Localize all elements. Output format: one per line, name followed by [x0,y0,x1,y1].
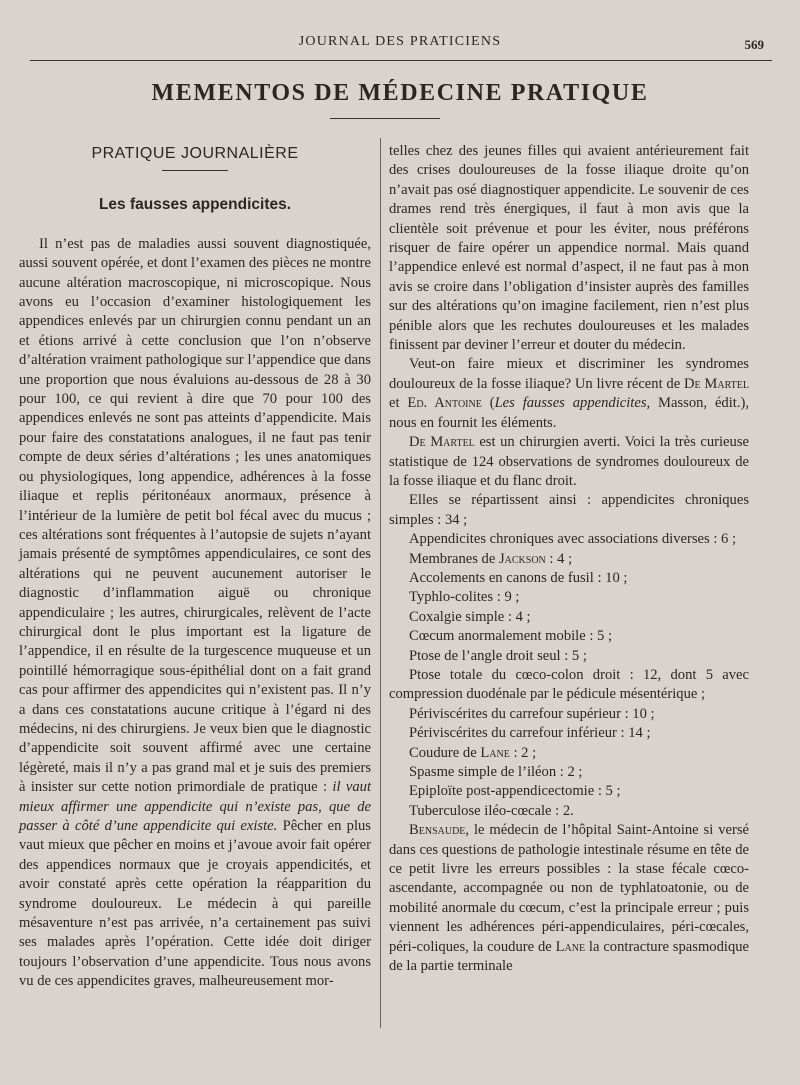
page-number: 569 [744,37,764,52]
section-title: MEMENTOS DE MÉDECINE PRATIQUE [151,80,649,106]
paragraph-text: Masson, édit.), nous en fournit les éléments. [389,395,749,431]
list-item: Spasme simple de l’iléon : 2 ; [409,764,583,780]
paragraph-text: , le médecin de l’hôpital Saint-Antoine si versé dans ces questions de pathologie intestinale résume en tête de ce petit livre les erreurs possibles : la stase fécale cœco-ascendante, accompagnée ou non de typhlatoatonie, ou de mobilité anormale du cœcum, c’est la principale erreur ; puis viennent les adhérences péri-appendiculaires, péri-cœcales, péri-coliques, la coudure de [389,822,749,955]
book-title: Les fausses appendicites, [494,395,651,412]
subsection-rule [162,170,228,171]
list-item: Accolements en canons de fusil : 10 ; [409,569,628,586]
paragraph-text: Il n’est pas de maladies aussi souvent diagnostiquée, aussi souvent opérée, et dont l’examen des pièces ne montre aucune altération macroscopique, ni microscopique. Nous avons eu l’occasion d’examiner histologiquement les appendices enlevés par un chirurgien connu pendant un an et étions arrivé à cette conclusion que l’on n’observe d’altération vraiment pathologique sur l’appendice que dans une proportion que nous évaluions au-dessous de 28 à 30 pour 100, ce qui revient à dire que 70 pour 100 des appendices enlevés ne sont pas atteints d’appendicite. Mais pour faire des constatations analogues, il ne faut pas tenir compte de deux séries d’altérations ; les unes anatomiques ou physiologiques, long appendice, adhérences à la fosse iliaque et replis péritonéaux anormaux, présence à l’intérieur de la lumière de petit bol fécal avec du mucus ; ces altérations sont fréquentes à l’autopsie de sujets n’ayant jamais présenté de symptômes appendiculaires, ce sont des altérations qui ne peuvent aucunement autoriser le diagnostic d’inflammation aiguë ou chronique appendiculaire ; les autres, chirurgicales, relèvent de l’acte chirurgical dont le plus important est la ligature de l’appendice, il en résulte de la turgescence muqueuse et un pointillé hémorragique sous-épithélial dont on a fait grand cas pour affirmer des appendicites qui n’existent pas. Il n’y a dans ces constatations aucune critique à l’égard ni des médecins, ni des chirurgiens. Je veux bien que le diagnostic d’appendicite soit souvent affirmé avec une certaine légèreté, mais il n’y a pas grand mal et je suis des premiers à insister sur cette notion primordiale de pratique : [19,235,371,796]
paragraph: Ptose totale du cœco-colon droit : 12, dont 5 avec compression duodénale par le pédicule mésentérique ; [389,666,749,703]
paragraph [389,355,749,433]
paragraph [389,821,749,976]
author-name: Lane [555,938,586,955]
paragraph-text: Pêcher en plus vaut mieux que pêcher en moins et j’avoue avoir fait opérer des appendices normaux que je croyais appendicités, et avoir constaté après cette opération la réapparition du syndrome douloureux. Le médecin à qui pareille mésaventure n’est pas arrivée, n’a certainement pas suivi ses malades après l’opération. Cette idée doit diriger toujours l’observation d’une appendicite. Tous nous avons vu de ces appendicites graves, malheureusement mor- [19,818,371,990]
paragraph: Appendicites chroniques avec associations diverses : 6 ; [409,531,737,548]
author-name: Bensaude [409,822,466,839]
item-text: : 2 ; [509,744,537,761]
left-column [19,138,371,992]
author-name: Lane [480,744,510,761]
item-text: Membranes de [409,550,499,567]
item-text: Coudure de [409,744,481,761]
running-header [0,34,800,54]
paragraph-italic: il vaut mieux affirmer une appendicite qui n’existe pas, que de passer à côté d’une appendicite qui existe. [19,779,371,834]
title-underline [330,118,440,119]
subsection-title: PRATIQUE JOURNALIÈRE [91,145,299,162]
list-item [389,550,749,569]
header-rule [30,60,772,61]
list-item [389,744,749,763]
author-name: Jackson [498,550,546,567]
author-name: De Martel [683,375,750,392]
article-title: Les fausses appendicites. [98,196,292,214]
list-item: Epiploïte post-appendicectomie : 5 ; [409,783,621,800]
list-item: Cœcum anormalement mobile : 5 ; [409,628,613,645]
author-name: Ed. Antoine [407,395,482,412]
list-item: Tuberculose iléo-cœcale : 2. [409,802,574,819]
list-item: Coxalgie simple : 4 ; [409,608,531,625]
list-item: Typhlo-colites : 9 ; [409,589,520,606]
paragraph-text: est un chirurgien averti. Voici la très curieuse statistique de 124 observations de syndromes douloureux de la fosse iliaque et du flanc droit. [389,434,749,489]
paragraph-text: ( [481,395,495,412]
item-text: : 4 ; [545,550,573,567]
list-item: Périviscérites du carrefour inférieur : 14 ; [409,725,651,742]
list-item: Ptose de l’angle droit seul : 5 ; [409,647,587,664]
author-name: De Martel [409,434,475,451]
paragraph [389,433,749,491]
paragraph [19,235,371,992]
list-item: Périviscérites du carrefour supérieur : 10 ; [409,705,655,722]
paragraph-text: la contracture spasmodique de la partie terminale [389,938,750,975]
journal-title: JOURNAL DES PRATICIENS [298,34,502,49]
right-column [389,142,749,976]
paragraph: telles chez des jeunes filles qui avaient antérieurement fait des crises douloureuses de la fosse iliaque droite qu’on n’avait pas osé diagnostiquer appendicite. Le souvenir de ces drames rend très énergiques, il faut à mon avis que la clientèle soit prévenue et pour les éviter, nous préférons risquer de faire opérer un appendice normal. Mais quand l’appendice enlevé est normal d’aspect, il ne faut pas à mon avis se croire dans l’obligation d’insister auprès des familles sur des altérations qu’on imagine facilement, rien n’est plus pénible alors que les rechutes douloureuses et les malades finissent par deviner l’erreur et douter du médecin. [389,143,749,354]
paragraph: Elles se répartissent ainsi : appendicites chroniques simples : 34 ; [389,492,749,528]
column-divider [380,138,381,1028]
paragraph-text: et [389,395,408,412]
paragraph-text: Veut-on faire mieux et discriminer les syndromes douloureux de la fosse iliaque? Un livre récent de [389,356,749,392]
